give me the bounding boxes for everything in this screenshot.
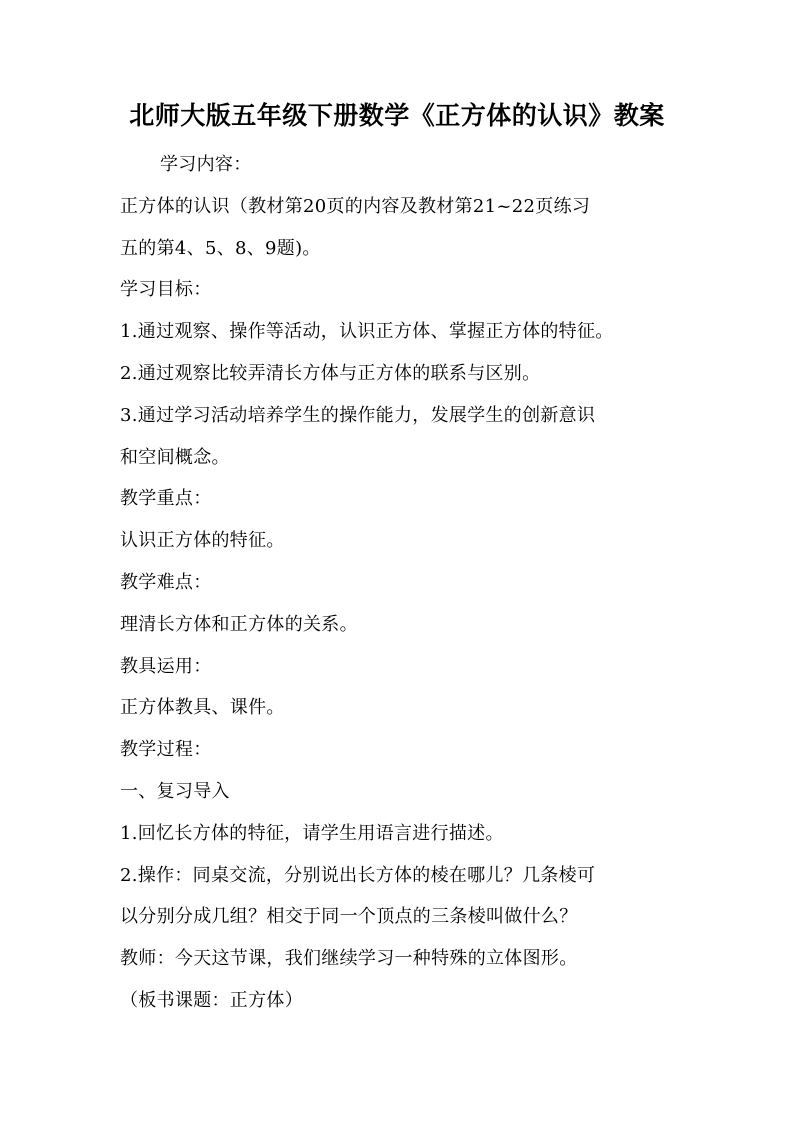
text-line: 正方体教具、课件。 <box>120 697 285 719</box>
text-line: 教具运用： <box>120 655 212 677</box>
text-line: 教学过程： <box>120 739 212 761</box>
text-line: 教学难点： <box>120 571 212 593</box>
text-line: （板书课题：正方体） <box>120 989 303 1011</box>
text-line: 2.操作：同桌交流，分别说出长方体的棱在哪儿？几条棱可 <box>120 864 596 886</box>
text-line: 2.通过观察比较弄清长方体与正方体的联系与区别。 <box>120 362 541 384</box>
text-line: 学习内容： <box>160 154 252 175</box>
text-line: 理清长方体和正方体的关系。 <box>120 613 358 635</box>
text-line: 教师：今天这节课，我们继续学习一种特殊的立体图形。 <box>120 948 578 970</box>
text-line: 1.回忆长方体的特征，请学生用语言进行描述。 <box>120 822 504 844</box>
text-line: 以分别分成几组？相交于同一个顶点的三条棱叫做什么？ <box>120 906 578 928</box>
document-title: 北师大版五年级下册数学《正方体的认识》教案 <box>129 101 665 130</box>
text-line: 一、复习导入 <box>120 780 230 802</box>
text-line: 3.通过学习活动培养学生的操作能力，发展学生的创新意识 <box>120 404 596 426</box>
text-line: 1.通过观察、操作等活动，认识正方体、掌握正方体的特征。 <box>120 321 614 343</box>
text-line: 五的第4、5、8、9题)。 <box>120 237 321 259</box>
text-line: 和空间概念。 <box>120 446 230 468</box>
text-line: 学习目标： <box>120 279 212 301</box>
text-line: 认识正方体的特征。 <box>120 530 285 552</box>
text-line: 正方体的认识（教材第20页的内容及教材第21~22页练习 <box>120 195 591 217</box>
text-line: 教学重点： <box>120 488 212 510</box>
document-body <box>120 144 680 1022</box>
